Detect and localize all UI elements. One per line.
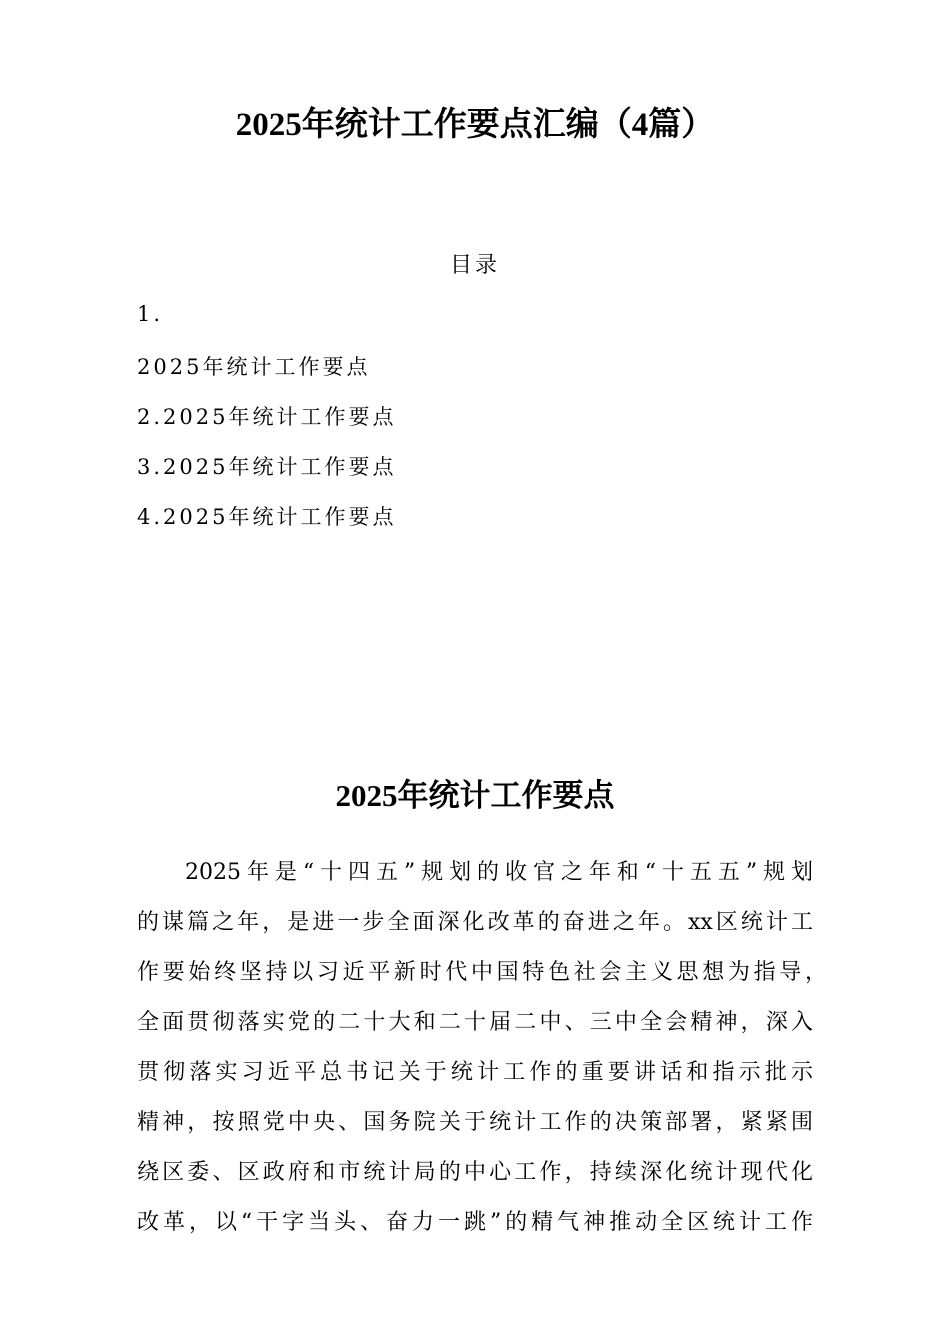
toc-item: 2.2025年统计工作要点 (137, 405, 397, 429)
paragraph-line: 2025年是“十四五”规划的收官之年和“十五五”规划 (185, 860, 813, 885)
toc-item: 1. (137, 302, 164, 326)
document-title: 2025年统计工作要点汇编（4篇） (235, 107, 715, 143)
toc-heading: 目录 (449, 253, 500, 278)
paragraph-line: 全面贯彻落实党的二十大和二十届二中、三中全会精神，深入 (137, 1010, 813, 1035)
toc-item: 4.2025年统计工作要点 (137, 505, 397, 529)
paragraph-line: 改革，以“干字当头、奋力一跳”的精气神推动全区统计工作 (137, 1210, 813, 1235)
paragraph-line: 精神，按照党中央、国务院关于统计工作的决策部署，紧紧围 (137, 1110, 813, 1135)
section-heading: 2025年统计工作要点 (335, 778, 615, 813)
toc-item: 2025年统计工作要点 (137, 355, 371, 379)
paragraph-line: 贯彻落实习近平总书记关于统计工作的重要讲话和指示批示 (137, 1060, 813, 1085)
paragraph-line: 的谋篇之年，是进一步全面深化改革的奋进之年。xx区统计工 (137, 910, 813, 935)
paragraph-line: 作要始终坚持以习近平新时代中国特色社会主义思想为指导， (137, 960, 827, 985)
toc-item: 3.2025年统计工作要点 (137, 455, 397, 479)
paragraph-line: 绕区委、区政府和市统计局的中心工作，持续深化统计现代化 (137, 1160, 813, 1185)
